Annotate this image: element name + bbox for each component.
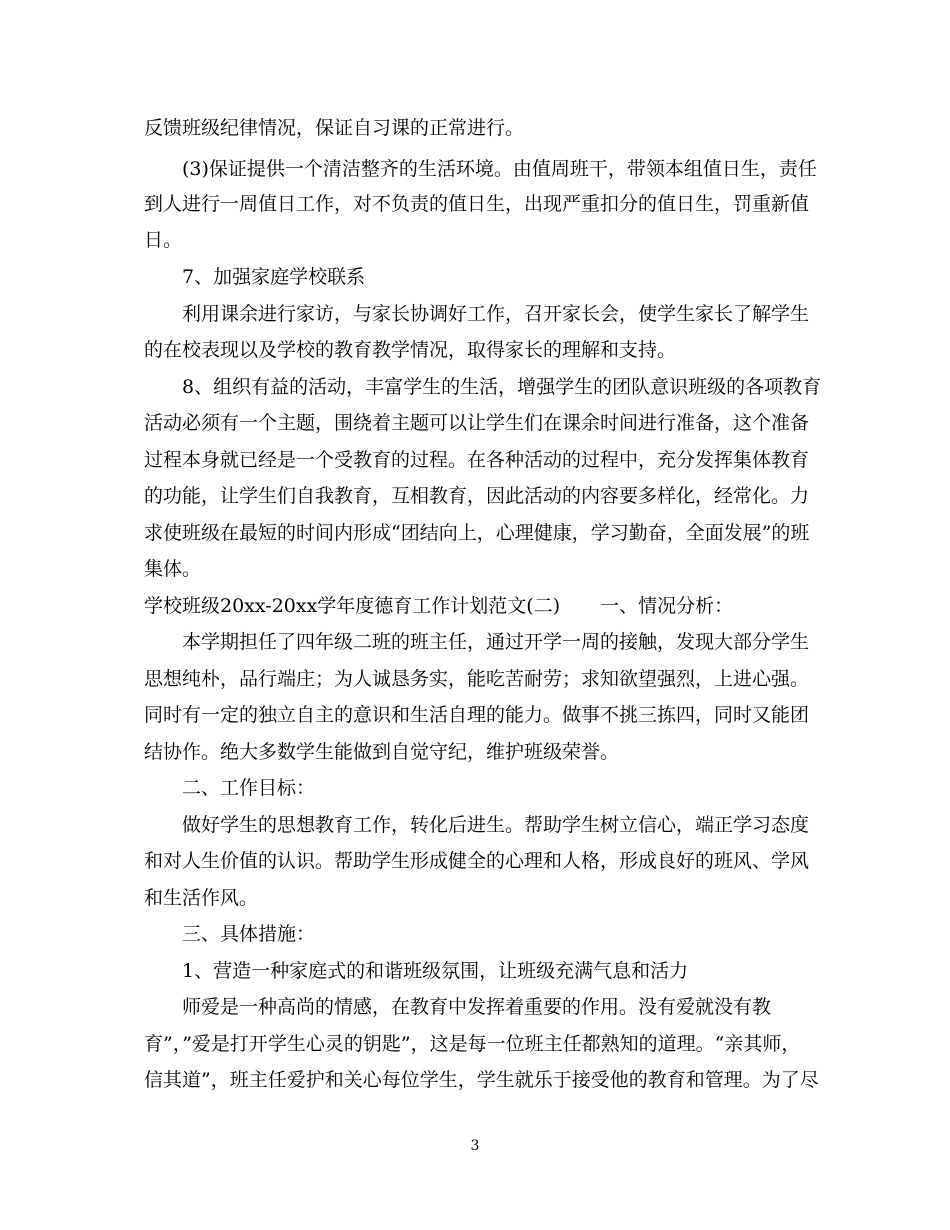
text-line: 和对人生价值的认识。帮助学生形成健全的心理和人格，形成良好的班风、学风 <box>144 850 810 872</box>
text-line: 集体。 <box>144 558 202 580</box>
text-line: 7、加强家庭学校联系 <box>182 266 366 288</box>
text-line: 的在校表现以及学校的教育教学情况，取得家长的理解和支持。 <box>144 339 677 361</box>
text-line: 结协作。绝大多数学生能做到自觉守纪，维护班级荣誉。 <box>144 741 620 763</box>
text-line: 育”，”爱是打开学生心灵的钥匙”，这是每一位班主任都熟知的道理。“亲其师， <box>144 1033 801 1055</box>
section-heading: 三、具体措施： <box>182 923 316 945</box>
text-line: 反馈班级纪律情况，保证自习课的正常进行。 <box>144 117 525 139</box>
text-line: 利用课余进行家访，与家长协调好工作，召开家长会，使学生家长了解学生 <box>182 303 810 325</box>
text-line: 同时有一定的独立自主的意识和生活自理的能力。做事不挑三拣四，同时又能团 <box>144 704 810 726</box>
text-line: 信其道”，班主任爱护和关心每位学生，学生就乐于接受他的教育和管理。为了尽 <box>144 1069 819 1091</box>
text-line: 过程本身就已经是一个受教育的过程。在各种活动的过程中，充分发挥集体教育 <box>144 449 810 471</box>
text-line: 的功能，让学生们自我教育，互相教育，因此活动的内容要多样化，经常化。力 <box>144 485 810 507</box>
section-heading: 一、情况分析： <box>600 595 734 617</box>
text-line: (3)保证提供一个清洁整齐的生活环境。由值周班干，带领本组值日生，责任 <box>182 158 817 180</box>
text-line: 日。 <box>144 229 183 251</box>
text-line: 师爱是一种高尚的情感，在教育中发挥着重要的作用。没有爱就没有教 <box>182 996 772 1018</box>
section-heading-line <box>144 594 733 618</box>
text-line: 本学期担任了四年级二班的班主任，通过开学一周的接触，发现大部分学生 <box>182 631 810 653</box>
page-number: 3 <box>470 1138 480 1154</box>
text-line: 思想纯朴，品行端庄；为人诚恳务实，能吃苦耐劳；求知欲望强烈，上进心强。 <box>144 668 810 690</box>
document-subtitle: 学校班级20xx-20xx学年度德育工作计划范文(二) <box>144 595 561 617</box>
section-heading: 二、工作目标： <box>182 777 316 799</box>
text-line: 求使班级在最短的时间内形成“团结向上，心理健康，学习勤奋，全面发展”的班 <box>144 522 810 544</box>
text-line: 到人进行一周值日工作，对不负责的值日生，出现严重扣分的值日生，罚重新值 <box>144 193 810 215</box>
text-line: 活动必须有一个主题，围绕着主题可以让学生们在课余时间进行准备，这个准备 <box>144 412 810 434</box>
text-line: 8、组织有益的活动，丰富学生的生活，增强学生的团队意识班级的各项教育 <box>182 376 822 398</box>
text-line: 1、营造一种家庭式的和谐班级氛围，让班级充满气息和活力 <box>182 960 689 982</box>
text-line: 和生活作风。 <box>144 887 259 909</box>
text-line: 做好学生的思想教育工作，转化后进生。帮助学生树立信心，端正学习态度 <box>182 814 810 836</box>
